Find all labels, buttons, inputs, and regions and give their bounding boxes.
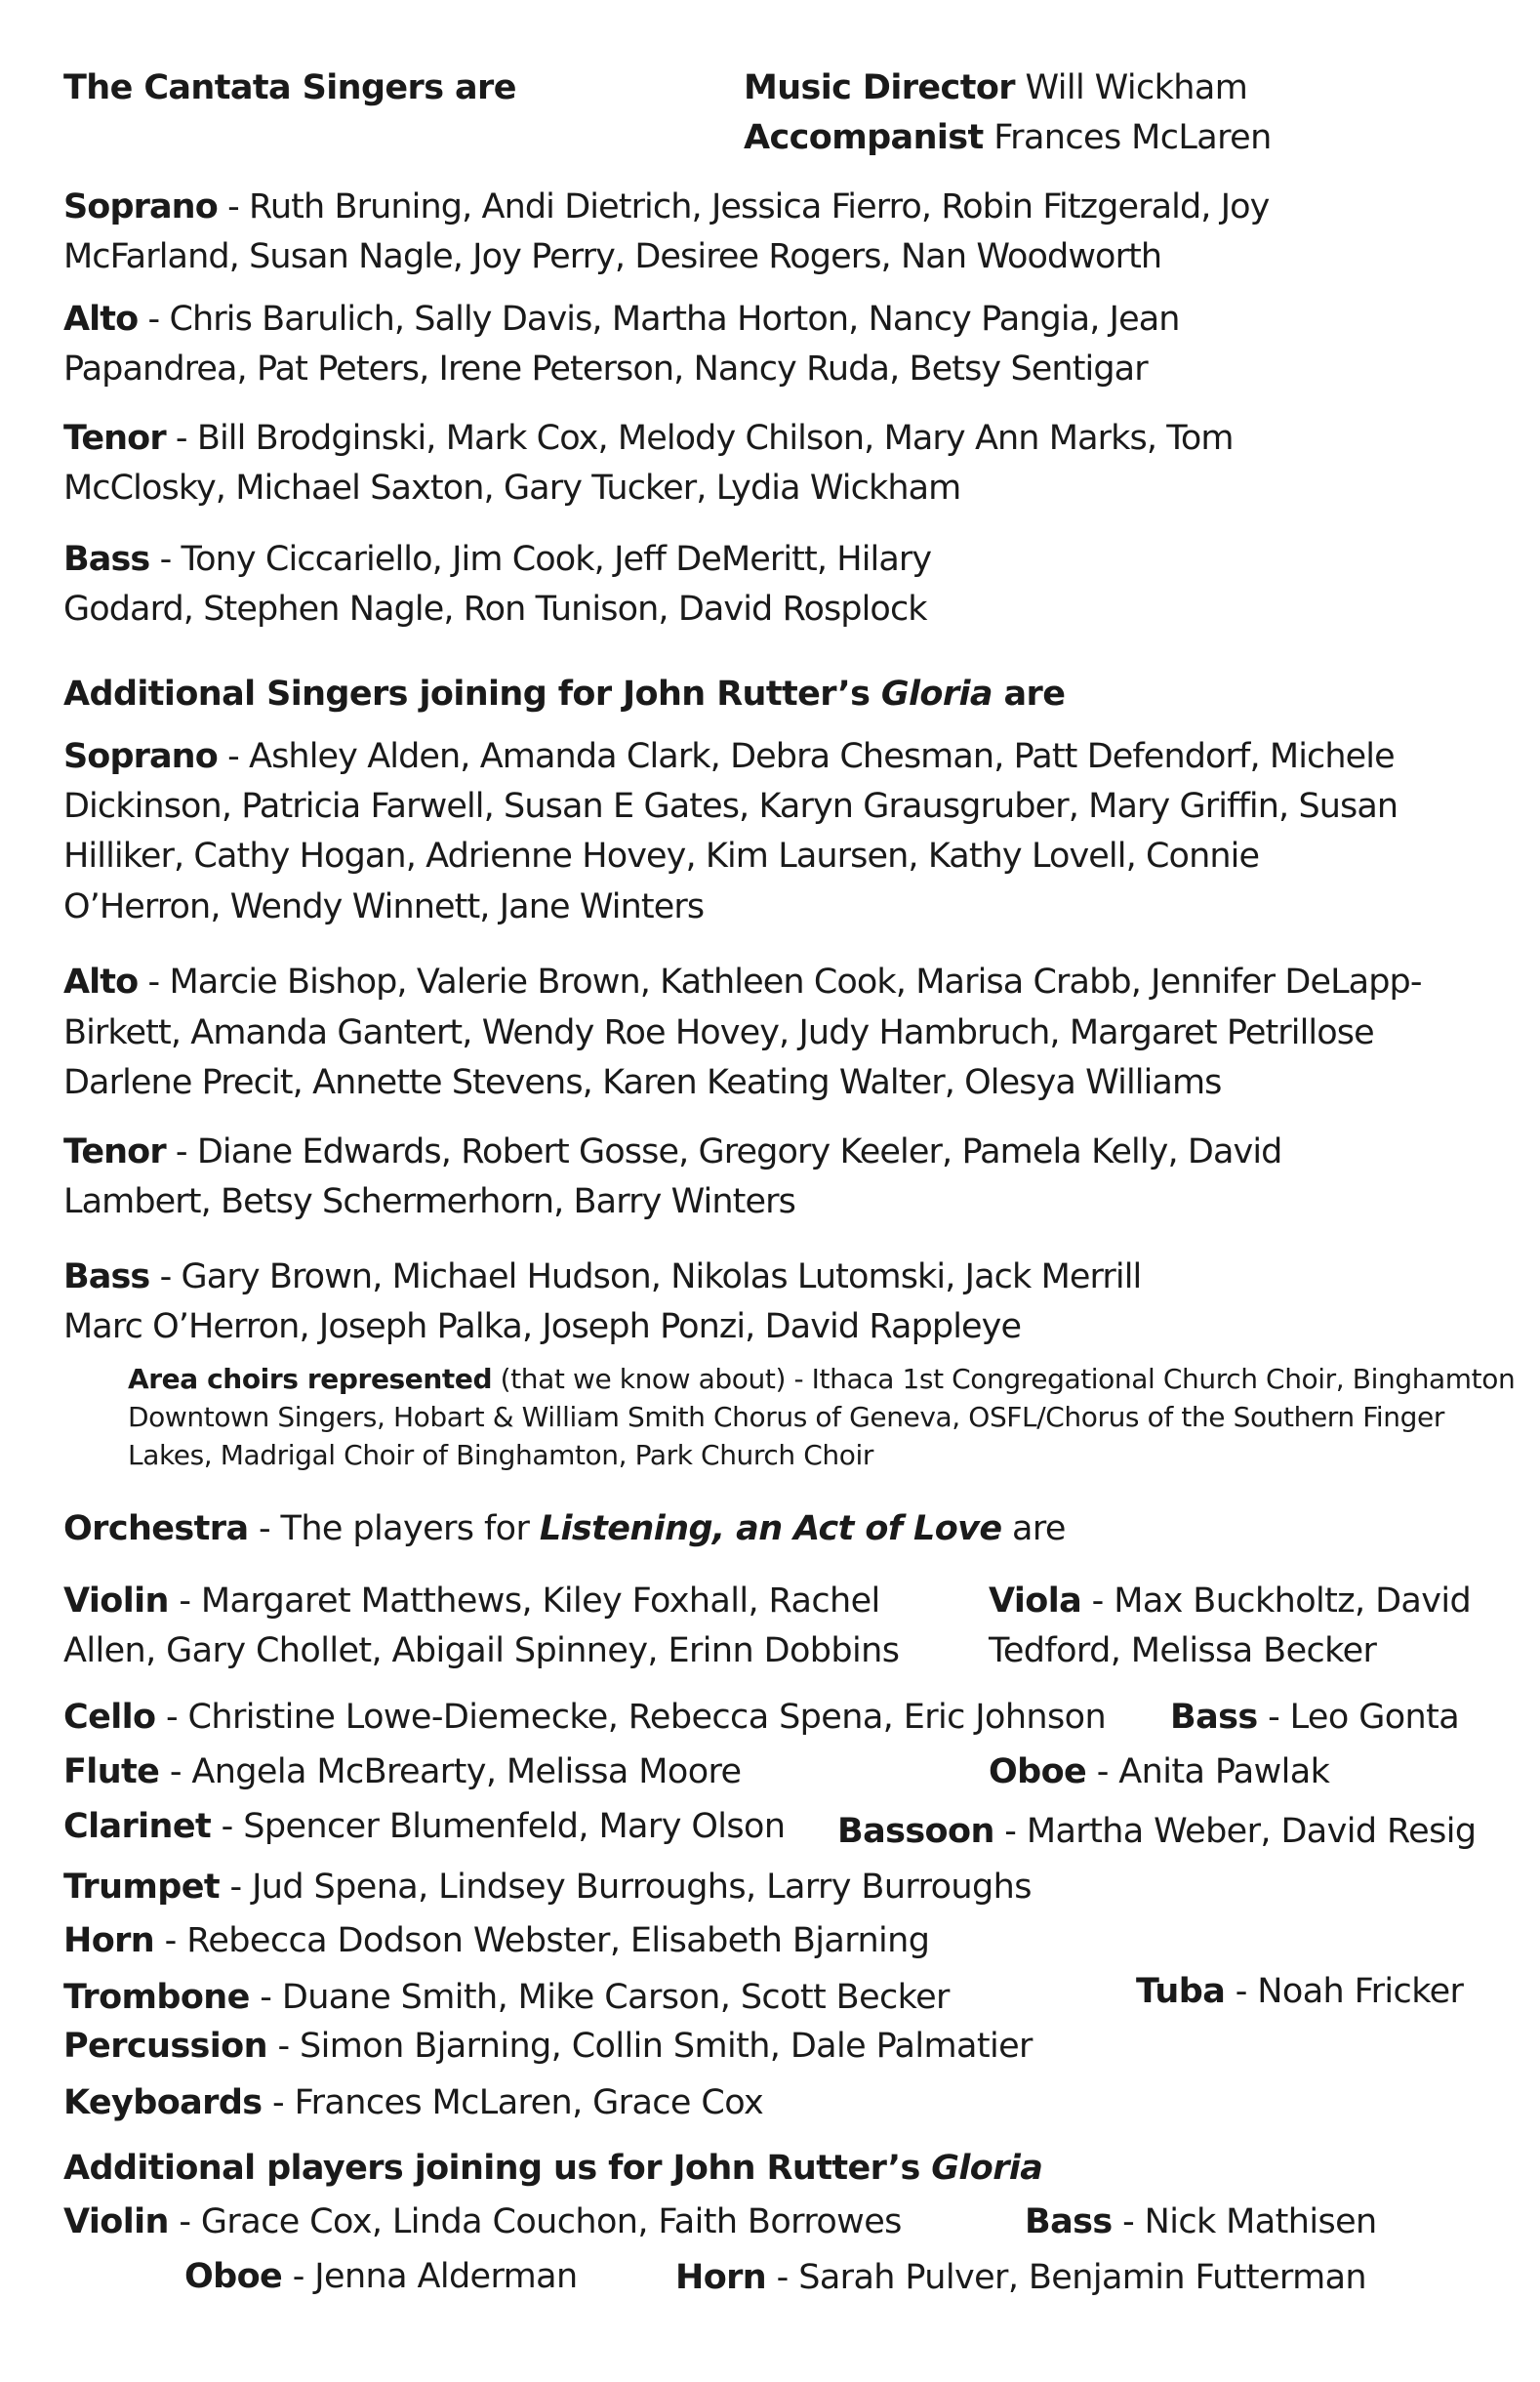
- cantata-bass-line-2: [63, 584, 927, 635]
- orch-clarinet: [63, 1801, 785, 1852]
- orch-keyboards: [63, 2077, 763, 2128]
- additional-bass-line-2: [63, 1301, 1021, 1352]
- add-soprano-label: Soprano: [63, 737, 218, 776]
- orch-bass-names: - Leo Gonta: [1257, 1698, 1460, 1737]
- violin-label: Violin: [63, 1581, 169, 1621]
- area-choirs-line-1: [128, 1360, 1515, 1399]
- violin-names-2: Allen, Gary Chollet, Abigail Spinney, Erinn Dobbins: [63, 1631, 900, 1670]
- clarinet-names: - Spencer Blumenfeld, Mary Olson: [211, 1807, 786, 1846]
- add-soprano-names-4: O’Herron, Wendy Winnett, Jane Winters: [63, 887, 705, 926]
- additional-alto-line-1: [63, 957, 1422, 1007]
- alto-label: Alto: [63, 300, 139, 339]
- cantata-bass-line-1: [63, 534, 931, 585]
- orchestra-heading: [63, 1503, 1066, 1554]
- music-director: [744, 62, 1247, 113]
- orch-viola-line-1: [989, 1576, 1471, 1626]
- bass-names-cont: Godard, Stephen Nagle, Ron Tunison, David Rosplock: [63, 590, 927, 629]
- soprano-label: Soprano: [63, 187, 218, 226]
- add-horn-names: - Sarah Pulver, Benjamin Futterman: [766, 2258, 1367, 2297]
- additional-tenor-line-1: [63, 1127, 1281, 1177]
- percussion-names: - Simon Bjarning, Collin Smith, Dale Palmatier: [266, 2027, 1033, 2066]
- oboe-label: Oboe: [989, 1752, 1087, 1791]
- orchestra-work: Listening, an Act of Love: [539, 1509, 1002, 1548]
- tenor-names-cont: McClosky, Michael Saxton, Gary Tucker, Lydia Wickham: [63, 469, 961, 508]
- accompanist-name: Frances McLaren: [993, 118, 1272, 157]
- flute-label: Flute: [63, 1752, 160, 1791]
- bassoon-label: Bassoon: [837, 1812, 994, 1851]
- orch-oboe: [989, 1746, 1329, 1797]
- flute-names: - Angela McBrearty, Melissa Moore: [159, 1752, 742, 1791]
- additional-bass-line-1: [63, 1252, 1141, 1302]
- orch-bass-label: Bass: [1170, 1698, 1258, 1737]
- cantata-soprano-line-2: [63, 231, 1161, 282]
- area-choirs-label: Area choirs represented: [128, 1363, 493, 1395]
- area-choirs-line-2: [128, 1398, 1444, 1437]
- additional-singers-heading: [63, 669, 1065, 719]
- orch-viola-line-2: [989, 1625, 1376, 1676]
- additional-singers-heading-text: Additional Singers joining for John Rutter’s: [63, 675, 881, 714]
- trumpet-label: Trumpet: [63, 1868, 220, 1907]
- orch-percussion: [63, 2021, 1033, 2072]
- add-alto-names-3: Darlene Precit, Annette Stevens, Karen Keating Walter, Olesya Williams: [63, 1063, 1222, 1102]
- orch-violin-line-1: [63, 1576, 880, 1626]
- add-alto-names-2: Birkett, Amanda Gantert, Wendy Roe Hovey, Judy Hambruch, Margaret Petrillose: [63, 1013, 1374, 1052]
- additional-soprano-line-1: [63, 731, 1395, 782]
- add-players-bass: [1025, 2197, 1377, 2247]
- oboe-names: - Anita Pawlak: [1086, 1752, 1330, 1791]
- orch-violin-line-2: [63, 1625, 899, 1676]
- violin-names: - Margaret Matthews, Kiley Foxhall, Rachel: [168, 1581, 880, 1621]
- alto-names-cont: Papandrea, Pat Peters, Irene Peterson, Nancy Ruda, Betsy Sentigar: [63, 349, 1148, 389]
- add-violin-names: - Grace Cox, Linda Couchon, Faith Borrowes: [168, 2202, 902, 2241]
- soprano-names-cont: McFarland, Susan Nagle, Joy Perry, Desiree Rogers, Nan Woodworth: [63, 237, 1162, 276]
- add-players-bass-names: - Nick Mathisen: [1112, 2202, 1377, 2241]
- orch-tuba: [1136, 1966, 1463, 2017]
- orch-trumpet: [63, 1862, 1032, 1912]
- add-soprano-names-3: Hilliker, Cathy Hogan, Adrienne Hovey, Kim Laursen, Kathy Lovell, Connie: [63, 837, 1260, 876]
- add-violin-label: Violin: [63, 2202, 169, 2241]
- bass-names: - Tony Ciccariello, Jim Cook, Jeff DeMeritt, Hilary: [149, 540, 932, 579]
- additional-alto-line-2: [63, 1007, 1374, 1058]
- viola-names-2: Tedford, Melissa Becker: [989, 1631, 1377, 1670]
- add-alto-label: Alto: [63, 963, 139, 1002]
- viola-label: Viola: [989, 1581, 1082, 1621]
- cantata-intro: [63, 62, 516, 113]
- orchestra-suffix: are: [1001, 1509, 1066, 1548]
- bassoon-names: - Martha Weber, David Resig: [993, 1812, 1477, 1851]
- music-director-label: Music Director: [744, 68, 1015, 107]
- additional-soprano-line-3: [63, 831, 1259, 882]
- add-players-violin: [63, 2197, 902, 2247]
- add-alto-names: - Marcie Bishop, Valerie Brown, Kathleen Cook, Marisa Crabb, Jennifer DeLapp-: [138, 963, 1422, 1002]
- additional-players-heading-text: Additional players joining us for John Rutter’s: [63, 2149, 932, 2188]
- add-tenor-label: Tenor: [63, 1132, 166, 1171]
- additional-soprano-line-2: [63, 781, 1398, 832]
- cello-label: Cello: [63, 1698, 156, 1737]
- trumpet-names: - Jud Spena, Lindsey Burroughs, Larry Burroughs: [220, 1868, 1032, 1907]
- tenor-label: Tenor: [63, 419, 166, 458]
- trombone-label: Trombone: [63, 1978, 250, 2017]
- additional-soprano-line-4: [63, 882, 704, 932]
- tuba-label: Tuba: [1136, 1972, 1226, 2011]
- accompanist-label: Accompanist: [744, 118, 984, 157]
- keyboards-label: Keyboards: [63, 2083, 263, 2122]
- add-players-oboe: [184, 2251, 578, 2302]
- orch-horn: [63, 1915, 929, 1966]
- additional-players-heading: [63, 2143, 1042, 2194]
- horn-names: - Rebecca Dodson Webster, Elisabeth Bjarning: [154, 1921, 930, 1960]
- additional-singers-suffix: are: [992, 675, 1066, 714]
- add-players-horn: [675, 2252, 1366, 2303]
- trombone-names: - Duane Smith, Mike Carson, Scott Becker: [249, 1978, 950, 2017]
- alto-names: - Chris Barulich, Sally Davis, Martha Horton, Nancy Pangia, Jean: [138, 300, 1180, 339]
- area-choirs-line-3: [128, 1436, 873, 1475]
- add-soprano-names: - Ashley Alden, Amanda Clark, Debra Chesman, Patt Defendorf, Michele: [217, 737, 1395, 776]
- add-tenor-names-2: Lambert, Betsy Schermerhorn, Barry Winters: [63, 1182, 795, 1221]
- add-bass-names: - Gary Brown, Michael Hudson, Nikolas Lutomski, Jack Merrill: [149, 1257, 1142, 1296]
- orch-flute: [63, 1746, 741, 1797]
- add-bass-label: Bass: [63, 1257, 150, 1296]
- add-horn-label: Horn: [675, 2258, 767, 2297]
- bass-label: Bass: [63, 540, 150, 579]
- cantata-tenor-line-2: [63, 463, 960, 513]
- orch-trombone: [63, 1972, 950, 2023]
- additional-tenor-line-2: [63, 1176, 795, 1227]
- add-tenor-names: - Diane Edwards, Robert Gosse, Gregory Keeler, Pamela Kelly, David: [165, 1132, 1282, 1171]
- orchestra-label: Orchestra: [63, 1509, 249, 1548]
- horn-label: Horn: [63, 1921, 155, 1960]
- additional-singers-work: Gloria: [880, 675, 993, 714]
- add-soprano-names-2: Dickinson, Patricia Farwell, Susan E Gates, Karyn Grausgruber, Mary Griffin, Susan: [63, 787, 1398, 826]
- area-choirs-text-3: Lakes, Madrigal Choir of Binghamton, Park Church Choir: [128, 1439, 873, 1471]
- cantata-tenor-line-1: [63, 413, 1234, 464]
- add-oboe-label: Oboe: [184, 2257, 283, 2296]
- percussion-label: Percussion: [63, 2027, 267, 2066]
- cantata-soprano-line-1: [63, 182, 1269, 232]
- add-oboe-names: - Jenna Alderman: [282, 2257, 578, 2296]
- keyboards-names: - Frances McLaren, Grace Cox: [262, 2083, 764, 2122]
- additional-alto-line-3: [63, 1057, 1222, 1108]
- orch-cello: [63, 1692, 1106, 1743]
- cantata-alto-line-1: [63, 294, 1180, 345]
- additional-players-work: Gloria: [931, 2149, 1043, 2188]
- soprano-names: - Ruth Bruning, Andi Dietrich, Jessica Fierro, Robin Fitzgerald, Joy: [217, 187, 1270, 226]
- accompanist: [744, 112, 1272, 163]
- area-choirs-text-2: Downtown Singers, Hobart & William Smith Chorus of Geneva, OSFL/Chorus of the Southern Finger: [128, 1401, 1444, 1433]
- add-bass-names-2: Marc O’Herron, Joseph Palka, Joseph Ponzi, David Rappleye: [63, 1307, 1022, 1346]
- music-director-name: Will Wickham: [1025, 68, 1248, 107]
- tenor-names: - Bill Brodginski, Mark Cox, Melody Chilson, Mary Ann Marks, Tom: [165, 419, 1234, 458]
- orchestra-text: - The players for: [248, 1509, 540, 1548]
- orch-bass: [1170, 1692, 1459, 1743]
- add-players-bass-label: Bass: [1025, 2202, 1113, 2241]
- cantata-alto-line-2: [63, 344, 1148, 394]
- viola-names: - Max Buckholtz, David: [1081, 1581, 1472, 1621]
- cello-names: - Christine Lowe-Diemecke, Rebecca Spena, Eric Johnson: [155, 1698, 1107, 1737]
- cantata-intro-text: The Cantata Singers are: [63, 68, 516, 107]
- orch-bassoon: [837, 1806, 1477, 1857]
- clarinet-label: Clarinet: [63, 1807, 212, 1846]
- area-choirs-text: (that we know about) - Ithaca 1st Congregational Church Choir, Binghamton: [492, 1363, 1516, 1395]
- tuba-names: - Noah Fricker: [1225, 1972, 1464, 2011]
